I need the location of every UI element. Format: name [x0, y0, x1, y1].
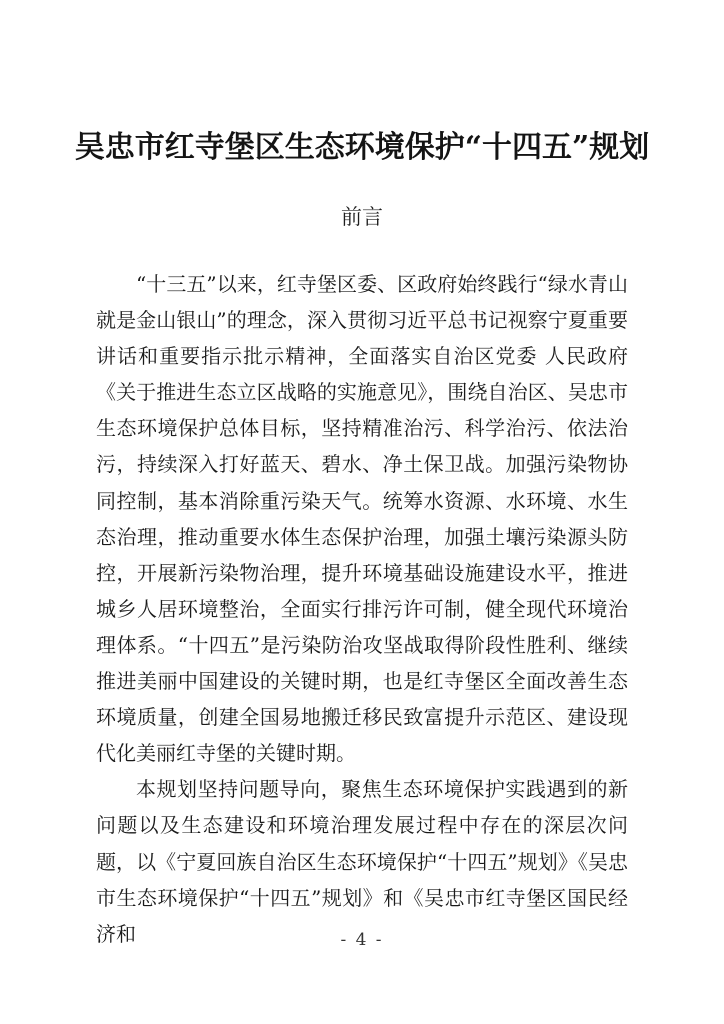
section-heading: 前言	[341, 205, 383, 229]
paragraph-2: 本规划坚持问题导向，聚焦生态环境保护实践遇到的新问题以及生态建设和环境治理发展过程中存在的深层次问题，以《宁夏回族自治区生态环境保护“十四五”规划》《吴忠市生态环境保护“十四五”规划》和《吴忠市红寺堡区国民经济和	[96, 777, 628, 946]
paragraph-1: “十三五”以来，红寺堡区委、区政府始终践行“绿水青山就是金山银山”的理念，深入贯彻习近平总书记视察宁夏重要讲话和重要指示批示精神，全面落实自治区党委 人民政府《关于推进生态立区战略的实施意见》，围绕自治区、吴忠市生态环境保护总体目标，坚持精准治污、科学治污、依法治污，持续深入打好蓝天、碧水、净土保卫战。加强污染物协同控制，基本消除重污染天气。统筹水资源、水环境、水生态治理，推动重要水体生态保护治理，加强土壤污染源头防控，开展新污染物治理，提升环境基础设施建设水平，推进城乡人居环境整治，全面实行排污许可制，健全现代环境治理体系。“十四五”是污染防治攻坚战取得阶段性胜利、继续推进美丽中国建设的关键时期，也是红寺堡区全面改善生态环境质量，创建全国易地搬迁移民致富提升示范区、建设现代化美丽红寺堡的关键时期。	[96, 272, 628, 766]
body-text	[96, 266, 628, 952]
document-title: 吴忠市红寺堡区生态环境保护“十四五”规划	[74, 130, 650, 165]
page-number: - 4 -	[340, 930, 384, 950]
